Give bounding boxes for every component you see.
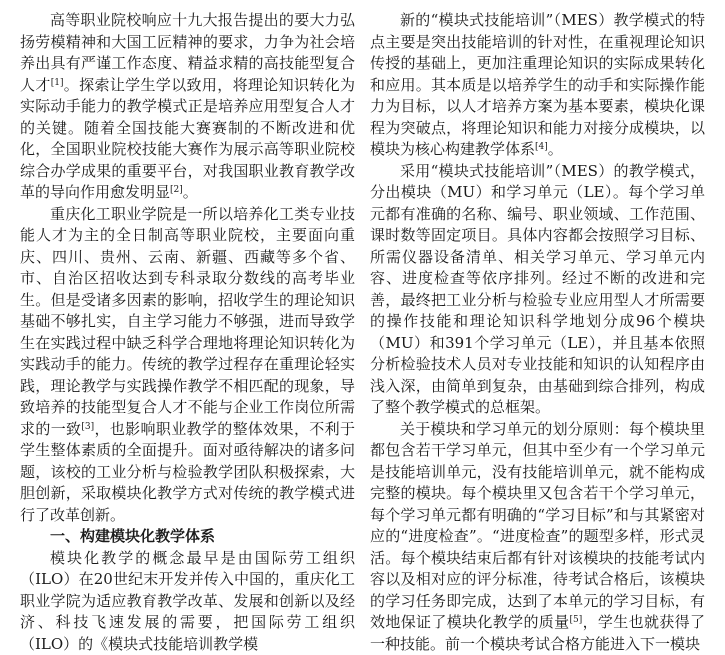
paragraph-text: ，也影响职业教学的整体效果，不利于学生整体素质的全面提升。面对亟待解决的诸多问题，该校的工业分析与检验教学团队积极探索，大胆创新，采取模块化教学方式对传统的教学模式进行了改革创新。 [20, 420, 355, 524]
paragraph-text: 。探索让学生学以致用，将理论知识转化为实际动手能力的教学模式正是培养应用型复合人才的关键。随着全国技能大赛赛制的不断改进和优化，全国职业院校技能大赛作为展示高等职业院校综合办学成果的重要平台，对我国职业教育教学改革的导向作用愈发明显 [20, 76, 355, 202]
citation-ref: [4] [535, 142, 548, 152]
paragraph-text: 重庆化工职业学院是一所以培养化工类专业技能人才为主的全日制高等职业院校，主要面向重庆、四川、贵州、云南、新疆、西藏等多个省、市、自治区招收达到专科录取分数线的高考毕业生。但是受诸多因素的影响，招收学生的理论知识基础不够扎实，自主学习能力不够强，进而导致学生在实践过程中缺乏科学合理地将理论知识转化为实践动手的能力。传统的教学过程存在重理论轻实践，理论教学与实践操作教学不相匹配的现象，导致培养的技能型复合人才不能与企业工作岗位所需求的一致 [20, 205, 355, 438]
citation-ref: [5] [569, 615, 582, 625]
paragraph-text: 。 [548, 140, 563, 158]
mes-structure-paragraph: 采用“模块式技能培训”（MES）的教学模式，分出模块（MU）和学习单元（LE）。每个学习单元都有准确的名称、编号、职业领域、工作范围、课时数等固定项目。具体内容都会按照学习目标、所需仪器设备清单、相关学习单元、学习单元内容、进度检查等依序排列。经过不断的改进和完善，最终把工业分析与检验专业应用型人才所需要的操作技能和理论知识科学地划分成96个模块（MU）和391个学习单元（LE），并且基本依照分析检验技术人员对专业技能和知识的认知程序由浅入深，由简单到复杂，由基础到综合排列，构成了整个教学模式的总框架。 [370, 161, 705, 419]
paragraph-text: 新的“模块式技能培训”（MES）教学模式的特点主要是突出技能培训的针对性，在重视理论知识传授的基础上，更加注重理论知识的实际成果转化和应用。其本质是以培养学生的动手和实际操作能力为目标，以人才培养方案为基本要素，模块化课程为突破点，将理论知识和能力对接分成模块，以模块为核心构建教学体系 [370, 11, 705, 158]
paragraph-text: 高等职业院校响应十九大报告提出的要大力弘扬劳模精神和大国工匠精神的要求，力争为社会培养出具有严谨工作态度、精益求精的高技能型复合人才 [20, 11, 355, 94]
paragraph-text: 。 [183, 183, 198, 201]
module-concept-paragraph: 模块化教学的概念最早是由国际劳工组织（ILO）在20世纪末开发并传入中国的，重庆化工职业学院为适应教育教学改革、发展和创新以及经济、科技飞速发展的需要，把国际劳工组织（ILO）的《模块式技能培训教学模 [20, 548, 355, 655]
section-heading: 一、构建模块化教学体系 [20, 526, 355, 548]
left-column [20, 10, 355, 655]
mes-features-paragraph [370, 10, 705, 161]
citation-ref: [2] [170, 185, 183, 195]
college-background-paragraph [20, 204, 355, 527]
paragraph-text: 关于模块和学习单元的划分原则：每个模块里都包含若干学习单元，但其中至少有一个学习单元是技能培训单元，没有技能培训单元，就不能构成完整的模块。每个模块里又包含若干个学习单元，每个学习单元都有明确的“学习目标”和与其紧密对应的“进度检查”。“进度检查”的题型多样，形式灵活。每个模块结束后都有针对该模块的技能考试内容以及相对应的评分标准，待考试合格后，该模块的学习任务即完成，达到了本单元的学习目标，有效地保证了模块化教学的质量 [370, 420, 705, 632]
module-division-paragraph [370, 419, 705, 655]
intro-paragraph [20, 10, 355, 204]
citation-ref: [3] [81, 422, 94, 432]
paragraph-text: ，学生也就获得了一种技能。前一个模块考试合格方能进入下一模块 [370, 613, 705, 653]
citation-ref: [1] [51, 78, 64, 88]
right-column [370, 10, 705, 655]
